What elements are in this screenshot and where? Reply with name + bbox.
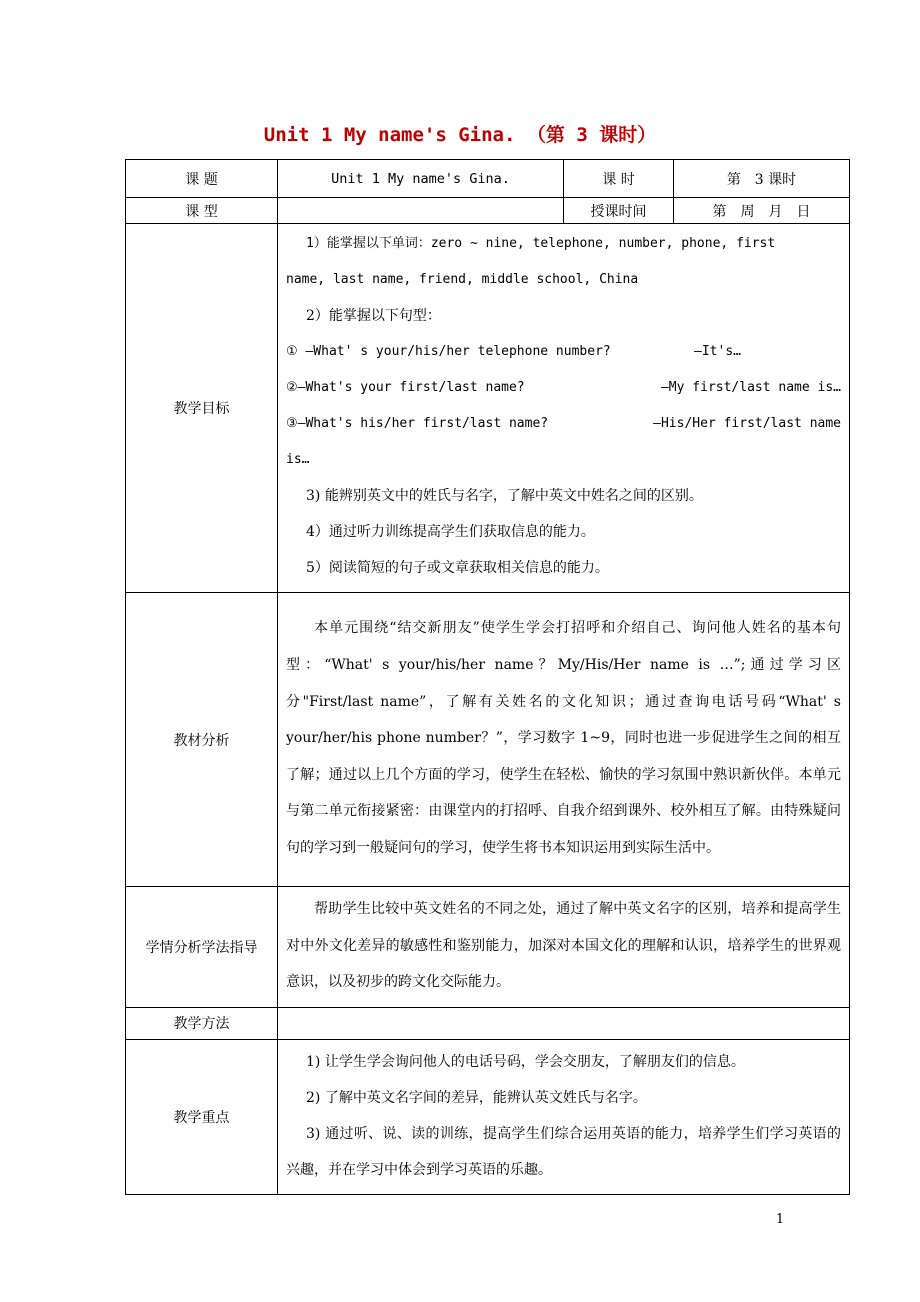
type-row — [126, 198, 850, 224]
methods-value — [278, 1007, 850, 1039]
goals-content — [278, 224, 850, 593]
learning-row — [126, 887, 850, 1008]
goal-question: ③—What's his/her first/last name? — [286, 416, 549, 431]
goal-line: 4）通过听力训练提高学生们获取信息的能力。 — [306, 524, 595, 540]
goal-answer: —My first/last name is… — [660, 380, 841, 395]
methods-row — [126, 1007, 850, 1039]
type-label: 课 型 — [126, 198, 278, 224]
analysis-text: 本单元围绕“结交新朋友”使学生学会打招呼和介绍自己、询问他人姓名的基本句型：“What' s your/his/her name？My/His/Her name is …”;通过学习区分"First/last name”，了解有关姓名的文化知识；通过查询电话号码“What' s your/her/his phone number？”，学习数字 1~9，同时也进一步促进学生之间的相互了解；通过以上几个方面的学习，使学生在轻松、愉快的学习氛围中熟识新伙伴。本单元与第二单元衔接紧密：由课堂内的打招呼、自我介绍到课外、校外相互了解。由特殊疑问句的学习到一般疑问句的学习，使学生将书本知识运用到实际生活中。 — [286, 620, 841, 856]
type-value — [278, 198, 564, 224]
goals-label: 教学目标 — [126, 224, 278, 593]
learning-text: 帮助学生比较中英文姓名的不同之处，通过了解中英文名字的区别，培养和提高学生对中外文化差异的敏感性和鉴别能力，加深对本国文化的理解和认识，培养学生的世界观意识，以及初步的跨文化交际能力。 — [286, 901, 841, 991]
page-number: 1 — [775, 1212, 785, 1227]
period-value: 第 3 课时 — [674, 160, 850, 198]
goal-answer: —His/Her first/last name — [653, 416, 841, 431]
goal-sentence-row — [286, 370, 841, 406]
keypoints-label: 教学重点 — [126, 1039, 278, 1194]
goal-answer: —It's… — [694, 344, 741, 359]
keypoint-line: 2) 了解中英文名字间的差异，能辨认英文姓氏与名字。 — [306, 1089, 647, 1106]
learning-label: 学情分析学法指导 — [126, 887, 278, 1008]
topic-value: Unit 1 My name's Gina. — [278, 160, 564, 198]
goal-line: 1）能掌握以下单词：zero ~ nine, telephone, number, phone, first — [306, 236, 776, 251]
keypoint-line: 3) 通过听、说、读的训练，提高学生们综合运用英语的能力，培养学生们学习英语的兴趣，并在学习中体会到学习英语的乐趣。 — [286, 1125, 841, 1178]
keypoints-row — [126, 1039, 850, 1194]
methods-label: 教学方法 — [126, 1007, 278, 1039]
analysis-content — [278, 593, 850, 887]
goal-line: 3) 能辨别英文中的姓氏与名字，了解中英文中姓名之间的区别。 — [306, 488, 703, 504]
goal-line: 5）阅读简短的句子或文章获取相关信息的能力。 — [306, 560, 609, 576]
period-label: 课 时 — [564, 160, 674, 198]
goal-sentence-row — [286, 406, 841, 442]
lesson-plan-table — [125, 159, 850, 1195]
learning-content — [278, 887, 850, 1008]
analysis-label: 教材分析 — [126, 593, 278, 887]
goal-line: is… — [286, 452, 310, 467]
goal-sentence-row — [286, 334, 841, 370]
goal-line: 2）能掌握以下句型： — [306, 308, 441, 324]
topic-row — [126, 160, 850, 198]
goal-question: ②—What's your first/last name? — [286, 380, 525, 395]
keypoint-line: 1) 让学生学会询问他人的电话号码，学会交朋友，了解朋友们的信息。 — [306, 1053, 745, 1070]
goal-question: ① —What' s your/his/her telephone number? — [286, 344, 611, 359]
time-value: 第 周 月 日 — [674, 198, 850, 224]
document-title: Unit 1 My name's Gina. （第 3 课时） — [263, 124, 657, 146]
keypoints-content — [278, 1039, 850, 1194]
goal-line: name, last name, friend, middle school, China — [286, 272, 639, 287]
topic-label: 课 题 — [126, 160, 278, 198]
goals-row — [126, 224, 850, 593]
analysis-row — [126, 593, 850, 887]
time-label: 授课时间 — [564, 198, 674, 224]
